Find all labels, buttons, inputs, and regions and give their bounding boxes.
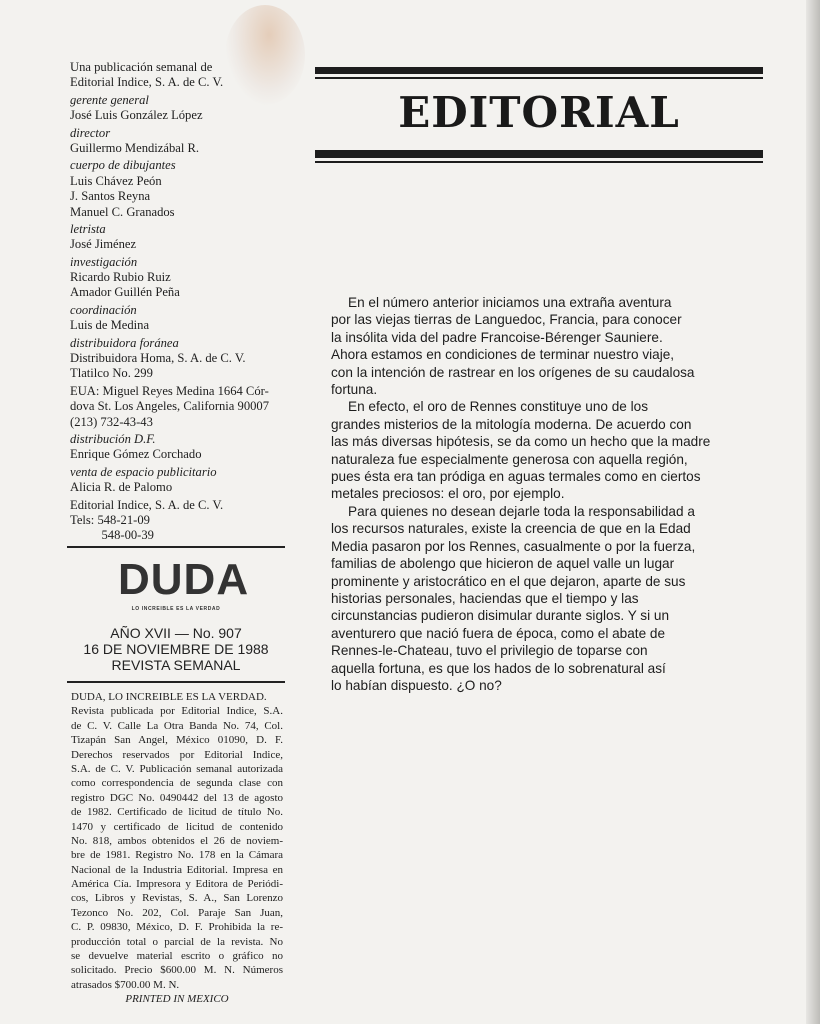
legal-line: C. P. 09830, México, D. F. Prohibida la re- [71,921,283,934]
legal-line: América Cía. Impresora y Editora de Periódi- [71,878,283,891]
title-rule-bottom [315,150,763,158]
paragraph-line: historias personales, haciendas que el tiempo y las [331,590,639,606]
credit-name: Manuel C. Granados [70,204,175,219]
legal-line: Revista publicada por Editorial Indice, S.A. [71,705,283,718]
paragraph-line: familias de abolengo que hicieron de aquel valle un lugar [331,556,675,572]
editorial-paragraph [331,503,716,694]
legal-line: cos, Libros y Revistas, S. A., San Lorenzo [71,892,283,905]
credit-name: Alicia R. de Palomo [70,480,173,495]
legal-line: Tezonco No. 202, Col. Paraje San Juan, [71,906,283,919]
credit-name: (213) 732-43-43 [70,414,153,429]
paragraph-line: En el número anterior iniciamos una extraña aventura [348,295,672,310]
issue-type: REVISTA SEMANAL [111,657,241,673]
paragraph-line: aventurero que nació fuera de época, como el abate de [331,625,666,641]
legal-line: Nacional de la Industria Editorial. Impresa en [71,863,283,876]
paragraph-line: las más diversas hipótesis, se da como un hecho que la madre [331,434,711,450]
paragraph-line: la insólita vida del padre Francoise-Bérenger Sauniere. [331,329,663,345]
credit-name: EUA: Miguel Reyes Medina 1664 Cór- [70,383,269,398]
paragraph-line: con la intención de rastrear en los orígenes de su caudalosa [331,364,695,380]
credit-name: 548-00-39 [70,528,154,543]
credit-name: José Jiménez [70,237,137,252]
credit-role: letrista [70,221,106,236]
credit-name: Tlatilco No. 299 [70,366,153,381]
credit-role: investigación [70,254,138,269]
paragraph-line: circunstancias pudieron disimular durante siglos. Y si un [331,608,670,624]
paragraph-line: naturaleza fue especialmente generosa con aquella región, [331,451,688,467]
credit-role: distribución D.F. [70,431,156,446]
paragraph-line: grandes misterios de la mitología moderna. De acuerdo con [331,416,692,432]
editorial-paragraph [331,398,716,502]
credit-name: Enrique Gómez Corchado [70,447,202,462]
issue-date: 16 DE NOVIEMBRE DE 1988 [83,641,269,657]
title-rule-bottom-thin [315,161,763,163]
legal-line: registro DGC No. 0490442 del 13 de agosto [71,791,283,804]
divider [67,681,285,683]
editorial-paragraph [331,294,716,398]
credit-name: Distribuidora Homa, S. A. de C. V. [70,351,246,366]
legal-line: se devuelve material escrito o gráfico no [71,950,283,963]
paragraph-line: lo habían dispuesto. ¿O no? [331,677,502,693]
credit-role: director [70,125,111,140]
paragraph-line: Ahora estamos en condiciones de terminar nuestro viaje, [331,347,675,363]
editorial-title: EDITORIAL [398,88,680,137]
credit-role: venta de espacio publicitario [70,464,217,479]
issue-number: AÑO XVII — No. 907 [110,625,242,641]
credit-name: Luis de Medina [70,318,150,333]
title-rule-top-thin [315,77,763,79]
paragraph-line: aquella fortuna, es que los hados de lo sobrenatural así [331,660,666,676]
divider [67,546,285,548]
issue-info [67,625,285,673]
credit-role: cuerpo de dibujantes [70,158,176,173]
legal-line: No. 818, ambos obtenidos el 26 de noviem- [71,834,283,847]
printed-in: PRINTED IN MEXICO [125,993,229,1006]
legal-line: producción total o parcial de la revista. No [71,935,283,948]
credit-name: J. Santos Reyna [70,189,151,204]
legal-line: de 1982. Certificado de licitud de título No. [71,806,283,819]
editorial-body [331,294,716,694]
legal-line: bre de 1981. Registro No. 178 en la Cámara [71,849,283,862]
credit-name: José Luis González López [70,108,203,123]
paragraph-line: En efecto, el oro de Rennes constituye uno de los [348,399,649,415]
paragraph-line: Media pasaron por los Rennes, casualmente o por la fuerza, [331,538,696,554]
duda-logo: DUDA [118,555,250,604]
legal-line: DUDA, LO INCREIBLE ES LA VERDAD. [71,691,267,703]
legal-line: de C. V. Calle La Otra Banda No. 74, Col. [71,719,283,732]
legal-line: solicitado. Precio $600.00 M. N. Números [71,964,283,977]
logo-tagline: LO INCREIBLE ES LA VERDAD [131,606,221,612]
credit-name: Luis Chávez Peón [70,173,162,188]
legal-line: atrasados $700.00 M. N. [71,978,180,991]
paragraph-line: Para quienes no desean dejarle toda la responsabilidad a [348,503,695,519]
legal-line: Derechos reservados por Editorial Indice, [71,748,283,761]
credit-name: dova St. Los Angeles, California 90007 [70,399,270,414]
credit-name: Una publicación semanal de [70,60,213,74]
credit-name: Ricardo Rubio Ruiz [70,270,171,285]
legal-line: Tizapán San Angel, México 01090, D. F. [71,734,283,747]
paragraph-line: prominente y aristocrático en el que dejaron, aparte de sus [331,573,686,589]
credit-role: coordinación [70,302,137,317]
credit-name: Editorial Indice, S. A. de C. V. [70,497,224,512]
legal-line: S.A. de C. V. Publicación semanal autorizada [71,762,283,775]
paragraph-line: Rennes-le-Chateau, tuvo el privilegio de toparse con [331,643,648,659]
legal-line: como correspondencia de segunda clase con [71,777,283,790]
paragraph-line: por las viejas tierras de Languedoc, Francia, para conocer [331,312,682,328]
title-rule-top [315,67,763,74]
legal-notice [71,690,283,1007]
credit-name: Editorial Indice, S. A. de C. V. [70,75,224,90]
paragraph-line: metales preciosos: el oro, por ejemplo. [331,486,565,502]
credit-name: Tels: 548-21-09 [70,512,150,527]
credit-role: gerente general [70,92,149,107]
legal-line: 1470 y certificado de licitud de contenido [71,820,283,833]
credit-name: Guillermo Mendizábal R. [70,140,200,155]
credit-name: Amador Guillén Peña [70,285,180,300]
paragraph-line: pues ésta era tan pródiga en aguas termales como en ciertos [331,469,701,485]
masthead-credits [70,60,285,544]
credit-role: distribuidora foránea [70,335,179,350]
paragraph-line: los recursos naturales, existe la creencia de que en la Edad [331,521,691,537]
paragraph-line: fortuna. [331,382,378,398]
page-edge-shadow [806,0,820,1024]
